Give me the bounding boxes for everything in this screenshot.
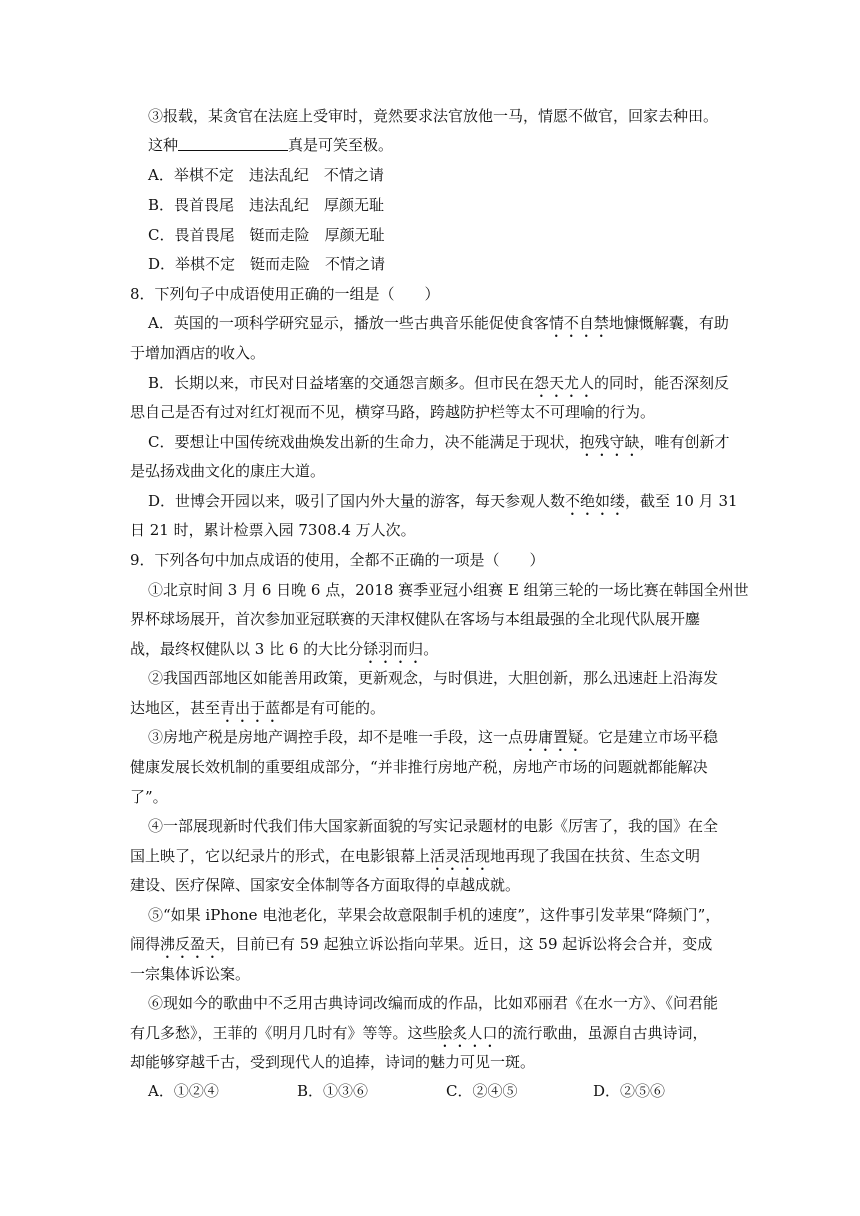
- q7-option-c: C．畏首畏尾 铤而走险 厚颜无耻: [148, 226, 385, 244]
- q9-item4-line2: 国上映了，它以纪录片的形式，在电影银幕上活灵活现地再现了我国在扶贫、生态文明: [130, 847, 701, 865]
- q9-option-b: B．①③⑥: [297, 1082, 369, 1100]
- fill-blank: [178, 134, 288, 151]
- q9-option-c: C．②④⑤: [446, 1082, 518, 1100]
- q7-option-b: B．畏首畏尾 违法乱纪 厚颜无耻: [148, 196, 385, 214]
- q9-item2-line2: 达地区，甚至青出于蓝都是有可能的。: [130, 699, 386, 717]
- q9-item3-line1: ③房地产税是房地产调控手段，却不是唯一手段，这一点毋庸置疑。它是建立市场平稳: [148, 728, 719, 746]
- q9-item4-line3: 建设、医疗保障、国家安全体制等各方面取得的卓越成就。: [130, 876, 521, 894]
- q8-option-d-line2: 日 21 时，累计检票入园 7308.4 万人次。: [130, 521, 416, 539]
- q8-option-b-line2: 思自己是否有过对红灯视而不见，横穿马路，跨越防护栏等太不可理喻的行为。: [130, 403, 656, 421]
- q9-options: [0, 1079, 860, 1103]
- q9-item4-line1: ④一部展现新时代我们伟大国家新面貌的写实记录题材的电影《厉害了，我的国》在全: [148, 817, 719, 835]
- q9-item1-line3: 战，最终权健队以 3 比 6 的大比分铩羽而归。: [130, 640, 439, 658]
- q7-option-d: D．举棋不定 铤而走险 不情之请: [148, 255, 386, 273]
- q9-item3-line2: 健康发展长效机制的重要组成部分，“并非推行房地产税，房地产市场的问题就都能解决: [130, 758, 708, 776]
- q9-item6-line1: ⑥现如今的歌曲中不乏用古典诗词改编而成的作品，比如邓丽君《在水一方》、《问君能: [148, 994, 719, 1012]
- q9-item2-line1: ②我国西部地区如能善用政策，更新观念，与时俱进，大胆创新，那么迅速赶上沿海发: [148, 669, 719, 687]
- q9-item6-line2: 有几多愁》，王菲的《明月几时有》等等。这些脍炙人口的流行歌曲，虽源自古典诗词，: [130, 1024, 708, 1042]
- q9-stem: 9．下列各句中加点成语的使用，全都不正确的一项是（ ）: [130, 551, 545, 569]
- q7-item3-line1: ③报载，某贪官在法庭上受审时，竟然要求法官放他一马，情愿不做官，回家去种田。: [148, 107, 719, 125]
- q7-item3-line2: 这种 真是可笑至极。: [148, 136, 394, 154]
- q8-option-b-line1: B．长期以来，市民对日益堵塞的交通怨言颇多。但市民在怨天尤人的同时，能否深刻反: [148, 374, 730, 392]
- q9-item5-line2: 闹得沸反盈天，目前已有 59 起独立诉讼指向苹果。近日，这 59 起诉讼将会合并，变成: [130, 935, 713, 953]
- q8-option-c-line2: 是弘扬戏曲文化的康庄大道。: [130, 462, 326, 480]
- q8-option-a-line2: 于增加酒店的收入。: [130, 344, 266, 362]
- q9-item5-line3: 一宗集体诉讼案。: [130, 965, 251, 983]
- q8-option-d-line1: D．世博会开园以来，吸引了国内外大量的游客，每天参观人数不绝如缕，截至 10 月 31: [148, 492, 738, 510]
- q9-item5-line1: ⑤“如果 iPhone 电池老化，苹果会故意限制手机的速度”，这件事引发苹果“降频门”，: [148, 906, 721, 924]
- q8-option-a-line1: A．英国的一项科学研究显示，播放一些古典音乐能促使食客情不自禁地慷慨解囊，有助: [148, 314, 729, 332]
- q9-item1-line2: 界杯球场展开，首次参加亚冠联赛的天津权健队在客场与本组最强的全北现代队展开鏖: [130, 610, 701, 628]
- q9-item1-line1: ①北京时间 3 月 6 日晚 6 点，2018 赛季亚冠小组赛 E 组第三轮的一场比赛在韩国全州世: [148, 581, 749, 599]
- q9-item6-line3: 却能够穿越千古，受到现代人的追捧，诗词的魅力可见一斑。: [130, 1053, 536, 1071]
- q7-option-a: A．举棋不定 违法乱纪 不情之请: [148, 166, 384, 184]
- q9-option-a: A．①②④: [148, 1082, 219, 1100]
- q9-option-d: D．②⑤⑥: [593, 1082, 666, 1100]
- q8-stem: 8．下列句子中成语使用正确的一组是（ ）: [130, 285, 440, 303]
- q8-option-c-line1: C．要想让中国传统戏曲焕发出新的生命力，决不能满足于现状，抱残守缺，唯有创新才: [148, 433, 730, 451]
- q9-item3-line3: 了”。: [130, 788, 168, 806]
